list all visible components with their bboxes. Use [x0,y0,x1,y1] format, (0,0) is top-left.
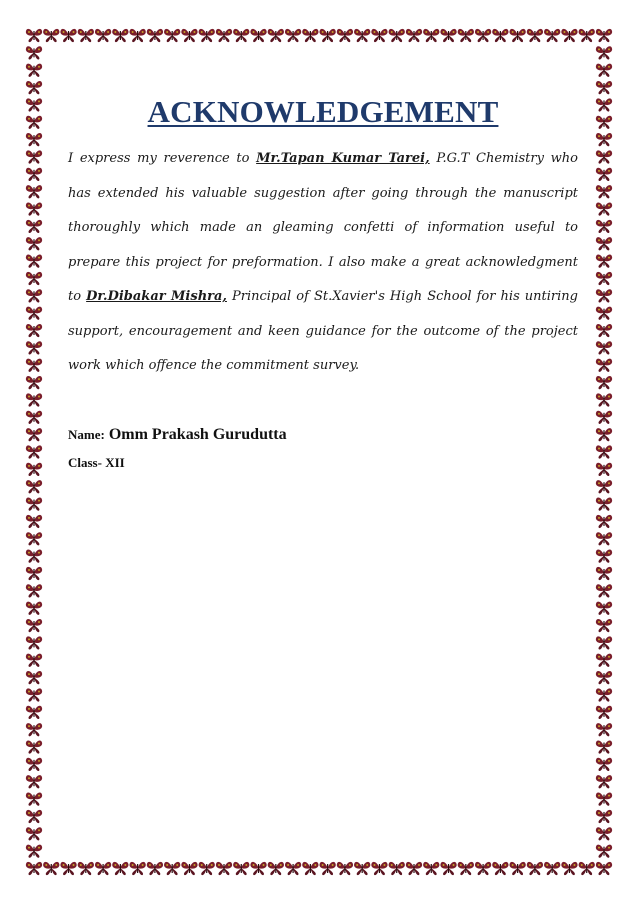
butterfly-icon [596,845,612,858]
butterfly-icon [492,862,508,875]
butterfly-icon [596,411,612,424]
butterfly-icon [337,29,353,42]
butterfly-icon [26,654,42,667]
butterfly-icon [440,29,456,42]
butterfly-icon [544,29,560,42]
butterfly-icon [26,602,42,615]
butterfly-icon [233,862,249,875]
butterfly-icon [596,272,612,285]
butterfly-icon [596,168,612,181]
butterfly-icon [596,532,612,545]
butterfly-icon [26,272,42,285]
butterfly-icon [78,29,94,42]
butterfly-icon [527,29,543,42]
butterfly-icon [596,445,612,458]
butterfly-icon [596,116,612,129]
butterfly-icon [26,550,42,563]
butterfly-icon [596,202,612,215]
butterfly-icon [60,862,76,875]
butterfly-icon [596,255,612,268]
butterfly-icon [596,497,612,510]
butterfly-icon [26,775,42,788]
butterfly-icon [26,237,42,250]
butterfly-icon [164,862,180,875]
student-name-line [68,426,287,444]
butterfly-icon [561,29,577,42]
butterfly-icon [268,862,284,875]
butterfly-icon [26,64,42,77]
butterfly-icon [78,862,94,875]
butterfly-icon [371,862,387,875]
butterfly-icon [43,862,59,875]
butterfly-icon [596,671,612,684]
butterfly-icon [319,29,335,42]
name-label: Name: [68,427,105,442]
butterfly-icon [26,480,42,493]
butterfly-icon [26,46,42,59]
butterfly-icon [596,220,612,233]
butterfly-icon [596,793,612,806]
butterfly-icon [26,671,42,684]
butterfly-icon [596,133,612,146]
butterfly-icon [129,862,145,875]
butterfly-icon [458,862,474,875]
butterfly-icon [26,133,42,146]
butterfly-icon [26,307,42,320]
butterfly-icon [596,98,612,111]
butterfly-icon [43,29,59,42]
butterfly-icon [389,29,405,42]
butterfly-icon [440,862,456,875]
butterfly-icon [389,862,405,875]
butterfly-icon [475,862,491,875]
butterfly-icon [509,29,525,42]
butterfly-icon [596,341,612,354]
butterfly-icon [199,29,215,42]
butterfly-icon [596,393,612,406]
butterfly-icon [26,393,42,406]
paragraph-text-3: Principal of St.Xavier's High School for his untiring support, encouragement and keen guidance for the outcome of the project work which offence the commitment survey. [68,289,579,373]
butterfly-icon [26,445,42,458]
butterfly-icon [596,81,612,94]
student-name: Omm Prakash Gurudutta [108,426,287,443]
butterfly-icon [26,29,42,42]
butterfly-icon [319,862,335,875]
butterfly-icon [371,29,387,42]
butterfly-icon [26,255,42,268]
butterfly-icon [285,29,301,42]
butterfly-icon [302,29,318,42]
butterfly-icon [596,237,612,250]
butterfly-icon [199,862,215,875]
paragraph-text-2: P.G.T Chemistry who has extended his valuable suggestion after going through the manuscript thoroughly which made an gleaming confetti of information useful to prepare this project for preformation. I also make a great acknowledgment to [68,151,578,304]
butterfly-icon [596,376,612,389]
teacher-name: Mr.Tapan Kumar Tarei, [256,151,430,166]
butterfly-icon [60,29,76,42]
butterfly-icon [596,463,612,476]
butterfly-icon [26,289,42,302]
butterfly-icon [26,584,42,597]
butterfly-icon [26,532,42,545]
butterfly-icon [181,862,197,875]
paragraph-text-1: I express my reverence to [68,151,257,166]
butterfly-icon [26,116,42,129]
butterfly-icon [544,862,560,875]
butterfly-icon [164,29,180,42]
butterfly-icon [596,688,612,701]
butterfly-icon [26,81,42,94]
butterfly-icon [250,29,266,42]
butterfly-icon [596,550,612,563]
butterfly-icon [406,862,422,875]
butterfly-icon [596,654,612,667]
butterfly-icon [26,150,42,163]
butterfly-icon [406,29,422,42]
butterfly-icon [596,515,612,528]
butterfly-icon [596,359,612,372]
butterfly-icon [596,706,612,719]
butterfly-icon [26,706,42,719]
butterfly-icon [26,688,42,701]
butterfly-icon [26,810,42,823]
butterfly-icon [596,185,612,198]
butterfly-icon [26,202,42,215]
butterfly-icon [596,150,612,163]
butterfly-icon [95,29,111,42]
butterfly-icon [26,723,42,736]
butterfly-icon [26,428,42,441]
butterfly-icon [458,29,474,42]
butterfly-icon [596,602,612,615]
butterfly-icon [26,515,42,528]
acknowledgement-content [68,92,578,384]
butterfly-icon [596,775,612,788]
butterfly-icon [579,29,595,42]
butterfly-icon [596,740,612,753]
butterfly-icon [26,758,42,771]
butterfly-icon [492,29,508,42]
butterfly-icon [26,827,42,840]
butterfly-icon [596,480,612,493]
butterfly-icon [26,845,42,858]
butterfly-icon [26,862,42,875]
butterfly-icon [354,29,370,42]
butterfly-icon [216,29,232,42]
butterfly-icon [509,862,525,875]
butterfly-icon [423,862,439,875]
butterfly-icon [112,29,128,42]
butterfly-icon [26,98,42,111]
butterfly-icon [26,567,42,580]
butterfly-icon [181,29,197,42]
butterfly-icon [596,584,612,597]
principal-name: Dr.Dibakar Mishra, [86,289,227,304]
butterfly-icon [26,619,42,632]
butterfly-icon [147,29,163,42]
butterfly-icon [596,810,612,823]
page-title: ACKNOWLEDGEMENT [147,94,499,129]
butterfly-icon [147,862,163,875]
acknowledgement-paragraph [68,142,578,384]
butterfly-icon [596,29,612,42]
butterfly-icon [596,428,612,441]
butterfly-icon [26,359,42,372]
butterfly-icon [354,862,370,875]
butterfly-icon [579,862,595,875]
butterfly-icon [216,862,232,875]
butterfly-icon [129,29,145,42]
butterfly-icon [596,324,612,337]
butterfly-icon [26,411,42,424]
butterfly-icon [26,324,42,337]
butterfly-icon [596,827,612,840]
butterfly-icon [26,168,42,181]
butterfly-icon [26,376,42,389]
butterfly-icon [26,185,42,198]
butterfly-icon [95,862,111,875]
butterfly-icon [596,723,612,736]
butterfly-icon [268,29,284,42]
butterfly-icon [423,29,439,42]
butterfly-icon [26,740,42,753]
butterfly-icon [26,463,42,476]
butterfly-icon [596,64,612,77]
butterfly-icon [285,862,301,875]
butterfly-icon [26,341,42,354]
butterfly-icon [596,619,612,632]
butterfly-icon [26,497,42,510]
butterfly-icon [527,862,543,875]
butterfly-icon [250,862,266,875]
butterfly-icon [596,289,612,302]
butterfly-icon [233,29,249,42]
butterfly-icon [561,862,577,875]
butterfly-icon [302,862,318,875]
butterfly-icon [337,862,353,875]
butterfly-icon [596,636,612,649]
butterfly-icon [596,862,612,875]
butterfly-icon [596,758,612,771]
butterfly-icon [475,29,491,42]
butterfly-icon [596,46,612,59]
butterfly-icon [26,793,42,806]
student-class: Class- XII [68,455,125,470]
butterfly-icon [26,636,42,649]
butterfly-icon [596,567,612,580]
butterfly-icon [112,862,128,875]
butterfly-icon [596,307,612,320]
butterfly-icon [26,220,42,233]
